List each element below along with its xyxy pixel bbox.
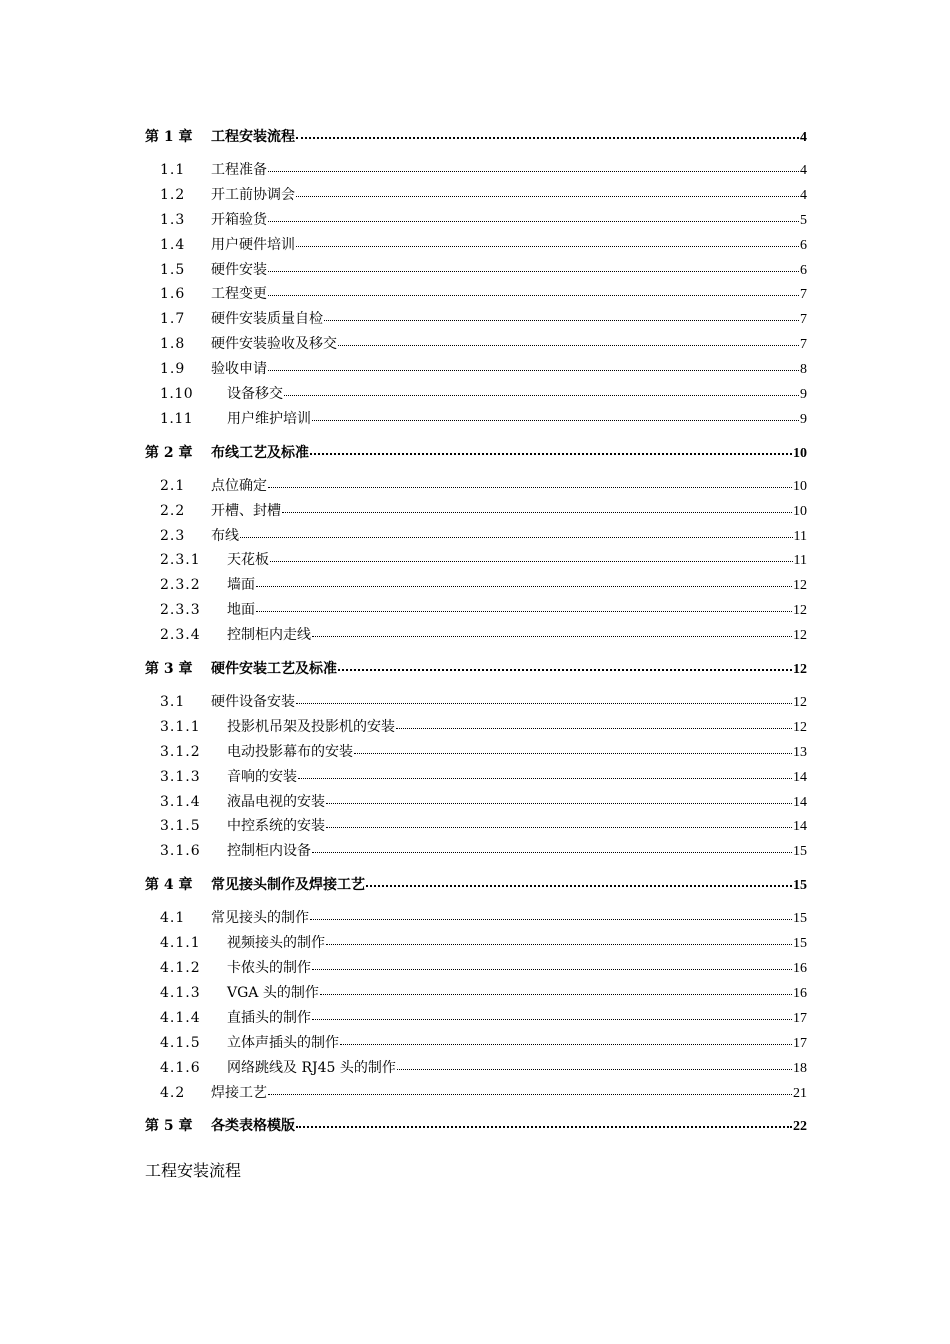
- toc-entry-title: 地面: [227, 602, 255, 619]
- toc-page-number: 4: [800, 163, 807, 178]
- toc-entry-title: 硬件安装工艺及标准: [211, 661, 337, 678]
- toc-page-number: 12: [793, 578, 807, 594]
- toc-page-number: 15: [793, 936, 807, 952]
- toc-page-number: 6: [800, 262, 807, 278]
- toc-dot-leader: [256, 600, 792, 614]
- toc-dot-leader: [326, 816, 792, 830]
- toc-entry-number: 1.8: [160, 336, 186, 353]
- toc-dot-leader: [397, 1058, 792, 1072]
- toc-entry-title: 电动投影幕布的安装: [227, 743, 353, 760]
- toc-entry-title: 墙面: [227, 577, 255, 594]
- toc-entry[interactable]: [145, 956, 807, 981]
- toc-entry-title: 验收申请: [211, 361, 267, 378]
- toc-page-number: 12: [793, 603, 807, 619]
- toc-dot-leader: [312, 958, 792, 972]
- toc-dot-leader: [268, 160, 799, 174]
- toc-entry-number: 3.1.3: [160, 768, 201, 785]
- toc-dot-leader: [240, 526, 793, 540]
- toc-entry[interactable]: [145, 981, 807, 1006]
- toc-dot-leader: [396, 717, 792, 731]
- toc-entry[interactable]: [145, 790, 807, 815]
- toc-entry-title: 工程变更: [211, 286, 267, 303]
- toc-dot-leader: [326, 792, 792, 806]
- toc-page-number: 17: [793, 1035, 807, 1051]
- toc-dot-leader: [268, 210, 799, 224]
- toc-page-number: 17: [793, 1010, 807, 1026]
- toc-entry-title: 点位确定: [211, 477, 267, 494]
- toc-entry-number: 1.4: [160, 236, 186, 253]
- toc-entry[interactable]: [145, 1056, 807, 1081]
- toc-dot-leader: [326, 933, 792, 947]
- toc-chapter-entry[interactable]: [145, 1113, 807, 1139]
- toc-entry-number: 2.3.3: [160, 602, 201, 619]
- toc-entry-number: 2.3.4: [160, 627, 201, 644]
- toc-page-number: 7: [800, 287, 807, 303]
- toc-entry-number: 2.2: [160, 502, 186, 519]
- toc-entry[interactable]: [145, 258, 807, 283]
- toc-entry[interactable]: [145, 158, 807, 183]
- toc-dot-leader: [312, 1008, 792, 1022]
- toc-entry-title: VGA 头的制作: [227, 984, 319, 1001]
- toc-page-number: 14: [793, 819, 807, 835]
- toc-entry-number: 1.7: [160, 311, 186, 328]
- toc-page-number: 15: [793, 844, 807, 860]
- toc-chapter-entry[interactable]: [145, 124, 807, 150]
- toc-entry-number: 第 3 章: [145, 661, 193, 678]
- toc-entry-number: 4.1.3: [160, 984, 201, 1001]
- toc-page-number: 22: [793, 1119, 807, 1135]
- toc-entry-number: 4.1.5: [160, 1034, 201, 1051]
- toc-entry-number: 2.3: [160, 527, 186, 544]
- section-heading: 工程安装流程: [145, 1161, 242, 1180]
- toc-entry-number: 4.2: [160, 1084, 186, 1101]
- toc-dot-leader: [296, 235, 799, 249]
- toc-page-number: 9: [800, 387, 807, 403]
- toc-entry-title: 布线工艺及标准: [211, 444, 309, 461]
- toc-entry-title: 各类表格模版: [211, 1118, 295, 1135]
- toc-entry-number: 2.3.2: [160, 577, 201, 594]
- toc-entry-number: 4.1.1: [160, 935, 201, 952]
- toc-entry-number: 3.1.5: [160, 818, 201, 835]
- toc-entry-number: 2.1: [160, 477, 186, 494]
- toc-dot-leader: [354, 742, 792, 756]
- toc-entry-title: 硬件设备安装: [211, 694, 295, 711]
- toc-entry[interactable]: [145, 499, 807, 524]
- toc-page-number: 10: [793, 503, 807, 519]
- toc-entry-number: 1.9: [160, 361, 186, 378]
- toc-dot-leader: [296, 127, 799, 141]
- toc-entry-number: 3.1.4: [160, 793, 201, 810]
- toc-entry[interactable]: [145, 524, 807, 549]
- toc-entry-title: 控制柜内走线: [227, 627, 311, 644]
- toc-dot-leader: [268, 359, 799, 373]
- toc-chapter-entry[interactable]: [145, 656, 807, 682]
- toc-entry[interactable]: [145, 839, 807, 864]
- toc-page-number: 5: [800, 212, 807, 228]
- toc-dot-leader: [312, 409, 799, 423]
- toc-entry-title: 直插头的制作: [227, 1009, 311, 1026]
- toc-entry[interactable]: [145, 183, 807, 208]
- toc-entry-title: 开槽、封槽: [211, 502, 281, 519]
- toc-entry-title: 用户维护培训: [227, 410, 311, 427]
- toc-entry-title: 设备移交: [227, 386, 283, 403]
- toc-entry-title: 中控系统的安装: [227, 818, 325, 835]
- toc-entry[interactable]: [145, 474, 807, 499]
- toc-entry-title: 常见接头制作及焊接工艺: [211, 877, 365, 894]
- toc-entry[interactable]: [145, 1031, 807, 1056]
- toc-dot-leader: [366, 875, 792, 889]
- toc-entry[interactable]: [145, 814, 807, 839]
- toc-dot-leader: [298, 767, 792, 781]
- toc-entry[interactable]: [145, 1006, 807, 1031]
- toc-dot-leader: [256, 575, 792, 589]
- toc-page-number: 9: [800, 411, 807, 427]
- toc-entry-title: 天花板: [227, 552, 269, 569]
- toc-entry-number: 1.11: [160, 410, 194, 427]
- toc-entry[interactable]: [145, 598, 807, 623]
- toc-entry[interactable]: [145, 307, 807, 332]
- toc-dot-leader: [338, 659, 792, 673]
- toc-page-number: 11: [793, 553, 807, 569]
- toc-entry-number: 1.1: [160, 162, 186, 178]
- toc-dot-leader: [282, 501, 792, 515]
- toc-dot-leader: [268, 476, 792, 490]
- toc-entry-number: 1.2: [160, 186, 186, 203]
- toc-page-number: 12: [793, 662, 807, 678]
- toc-entry-title: 硬件安装验收及移交: [211, 336, 337, 353]
- toc-entry-number: 3.1.1: [160, 718, 201, 735]
- toc-dot-leader: [268, 284, 799, 298]
- toc-entry-number: 4.1.6: [160, 1059, 201, 1076]
- toc-entry-number: 第 4 章: [145, 877, 193, 894]
- toc-dot-leader: [270, 550, 793, 564]
- toc-dot-leader: [296, 185, 799, 199]
- toc-dot-leader: [310, 908, 792, 922]
- toc-dot-leader: [310, 443, 792, 457]
- toc-page-number: 7: [800, 337, 807, 353]
- toc-entry-title: 工程安装流程: [211, 129, 295, 145]
- toc-dot-leader: [320, 983, 792, 997]
- toc-entry[interactable]: [145, 282, 807, 307]
- toc-entry-title: 焊接工艺: [211, 1084, 267, 1101]
- toc-entry-title: 硬件安装: [211, 261, 267, 278]
- toc-entry-number: 1.10: [160, 386, 194, 403]
- toc-entry-number: 第 5 章: [145, 1118, 193, 1135]
- toc-entry[interactable]: [145, 357, 807, 382]
- toc-entry-number: 2.3.1: [160, 552, 201, 569]
- toc-page-number: 15: [793, 878, 807, 894]
- toc-entry-number: 3.1.2: [160, 743, 201, 760]
- toc-dot-leader: [312, 625, 792, 639]
- toc-entry-title: 音响的安装: [227, 768, 297, 785]
- toc-page-number: 11: [793, 528, 807, 544]
- toc-entry-number: 3.1.6: [160, 843, 201, 860]
- table-of-contents: [145, 124, 807, 1139]
- toc-dot-leader: [338, 334, 799, 348]
- toc-entry-title: 立体声插头的制作: [227, 1034, 339, 1051]
- toc-entry[interactable]: [145, 208, 807, 233]
- toc-chapter-entry[interactable]: [145, 440, 807, 466]
- toc-entry-title: 布线: [211, 527, 239, 544]
- toc-dot-leader: [312, 841, 792, 855]
- toc-page-number: 14: [793, 794, 807, 810]
- toc-entry-number: 第 1 章: [145, 129, 193, 145]
- toc-entry-number: 4.1.4: [160, 1009, 201, 1026]
- toc-page-number: 21: [793, 1085, 807, 1101]
- toc-entry[interactable]: [145, 623, 807, 648]
- toc-page-number: 4: [800, 130, 807, 145]
- toc-entry-number: 1.3: [160, 211, 186, 228]
- toc-dot-leader: [340, 1033, 792, 1047]
- toc-entry-title: 液晶电视的安装: [227, 793, 325, 810]
- toc-entry-number: 3.1: [160, 694, 186, 711]
- toc-entry-title: 用户硬件培训: [211, 236, 295, 253]
- toc-entry-number: 4.1.2: [160, 960, 201, 977]
- toc-page-number: 14: [793, 769, 807, 785]
- toc-page-number: 7: [800, 312, 807, 328]
- toc-entry-title: 开工前协调会: [211, 186, 295, 203]
- toc-entry[interactable]: [145, 573, 807, 598]
- toc-entry-number: 4.1: [160, 910, 186, 927]
- toc-page-number: 12: [793, 695, 807, 711]
- toc-entry-title: 视频接头的制作: [227, 935, 325, 952]
- toc-entry[interactable]: [145, 548, 807, 573]
- toc-entry-number: 1.5: [160, 261, 186, 278]
- toc-entry-title: 卡侬头的制作: [227, 960, 311, 977]
- toc-dot-leader: [284, 384, 799, 398]
- toc-dot-leader: [296, 1116, 792, 1130]
- toc-dot-leader: [324, 309, 799, 323]
- toc-page-number: 4: [800, 187, 807, 203]
- toc-entry-number: 第 2 章: [145, 444, 193, 461]
- toc-entry-title: 硬件安装质量自检: [211, 311, 323, 328]
- toc-page-number: 8: [800, 362, 807, 378]
- toc-entry[interactable]: [145, 740, 807, 765]
- toc-entry[interactable]: [145, 931, 807, 956]
- toc-page-number: 12: [793, 719, 807, 735]
- toc-page-number: 6: [800, 237, 807, 253]
- toc-entry-title: 投影机吊架及投影机的安装: [227, 718, 395, 735]
- toc-entry[interactable]: [145, 690, 807, 715]
- toc-dot-leader: [268, 260, 799, 274]
- toc-entry-title: 工程准备: [211, 162, 267, 178]
- toc-entry-number: 1.6: [160, 286, 186, 303]
- toc-entry[interactable]: [145, 906, 807, 931]
- toc-page-number: 13: [793, 744, 807, 760]
- toc-dot-leader: [296, 692, 792, 706]
- toc-entry[interactable]: [145, 1081, 807, 1106]
- toc-entry-title: 控制柜内设备: [227, 843, 311, 860]
- toc-entry[interactable]: [145, 332, 807, 357]
- toc-entry-title: 网络跳线及 RJ45 头的制作: [227, 1059, 396, 1076]
- toc-page-number: 16: [793, 961, 807, 977]
- toc-page-number: 16: [793, 985, 807, 1001]
- toc-entry[interactable]: [145, 715, 807, 740]
- toc-chapter-entry[interactable]: [145, 872, 807, 898]
- toc-page-number: 15: [793, 911, 807, 927]
- toc-entry[interactable]: [145, 233, 807, 258]
- toc-entry[interactable]: [145, 382, 807, 407]
- toc-page-number: 12: [793, 628, 807, 644]
- toc-entry[interactable]: [145, 407, 807, 432]
- toc-page-number: 10: [793, 478, 807, 494]
- toc-entry-title: 常见接头的制作: [211, 910, 309, 927]
- toc-dot-leader: [268, 1083, 792, 1097]
- toc-entry[interactable]: [145, 765, 807, 790]
- toc-page-number: 18: [793, 1060, 807, 1076]
- toc-entry-title: 开箱验货: [211, 211, 267, 228]
- toc-page-number: 10: [793, 445, 807, 461]
